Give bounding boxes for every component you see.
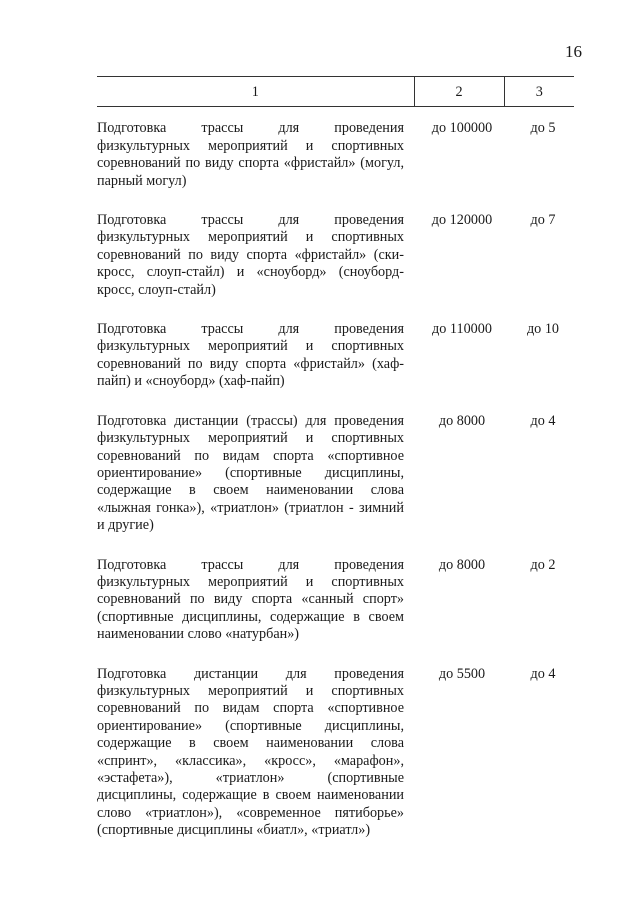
service-limit: до 2	[530, 556, 556, 573]
service-description: Подготовка трассы для проведения физкультурных мероприятий и спортивных соревнований по виду спорта «санный спорт» (спортивные дисциплины, содержащие в своем наименовании слово «натурбан»)	[97, 556, 404, 643]
service-description: Подготовка трассы для проведения физкультурных мероприятий и спортивных соревнований по виду спорта «фристайл» (хаф-пайп) и «сноуборд» (хаф-пайп)	[97, 321, 404, 390]
table-row	[97, 120, 574, 212]
column-header-1: 1	[97, 77, 414, 107]
service-description: Подготовка трассы для проведения физкультурных мероприятий и спортивных соревнований по виду спорта «фристайл» (могул, парный могул)	[97, 120, 404, 189]
column-header-3: 3	[504, 77, 574, 107]
service-amount: до 8000	[438, 556, 486, 573]
service-description: Подготовка трассы для проведения физкультурных мероприятий и спортивных соревнований по виду спорта «фристайл» (ски-кросс, слоуп-стайл) и «сноуборд» (сноуборд-кросс, слоуп-стайл)	[97, 212, 404, 298]
service-limit: до 4	[530, 665, 556, 682]
service-amount: до 100000	[431, 120, 493, 137]
service-description: Подготовка дистанции для проведения физкультурных мероприятий и спортивных соревнований по видам спорта «спортивное ориентирование» (спортивные дисциплины, содержащие в своем наименовании слова «спринт», «классика», «кросс», «марафон», «эстафета»), «триатлон» (спортивные дисциплины, содержащие в своем наименовании слово «триатлон»), «современное пятиборье» (спортивные дисциплины «биатл», «триатл»)	[97, 665, 404, 839]
table-row	[97, 666, 574, 862]
service-amount: до 5500	[438, 665, 486, 682]
service-limit: до 7	[530, 212, 556, 229]
header-row	[97, 77, 574, 107]
service-amount: до 8000	[438, 412, 486, 429]
service-limit: до 10	[526, 321, 560, 338]
service-limit: до 4	[530, 412, 556, 429]
service-description: Подготовка дистанции (трассы) для проведения физкультурных мероприятий и спортивных соревнований по видам спорта «спортивное ориентирование» (спортивные дисциплины, содержащие в своем наименовании слова «лыжная гонка»), «триатлон» (триатлон - зимний и другие)	[97, 412, 404, 534]
table-body	[97, 107, 574, 862]
services-table	[97, 76, 574, 862]
page-number: 16	[565, 42, 582, 61]
column-header-2: 2	[414, 77, 504, 107]
service-amount: до 120000	[431, 212, 493, 229]
table-row	[97, 212, 574, 321]
table-row	[97, 321, 574, 413]
service-limit: до 5	[530, 120, 556, 137]
table-header	[97, 77, 574, 107]
service-amount: до 110000	[432, 321, 492, 338]
table-row	[97, 557, 574, 666]
table-row	[97, 413, 574, 557]
